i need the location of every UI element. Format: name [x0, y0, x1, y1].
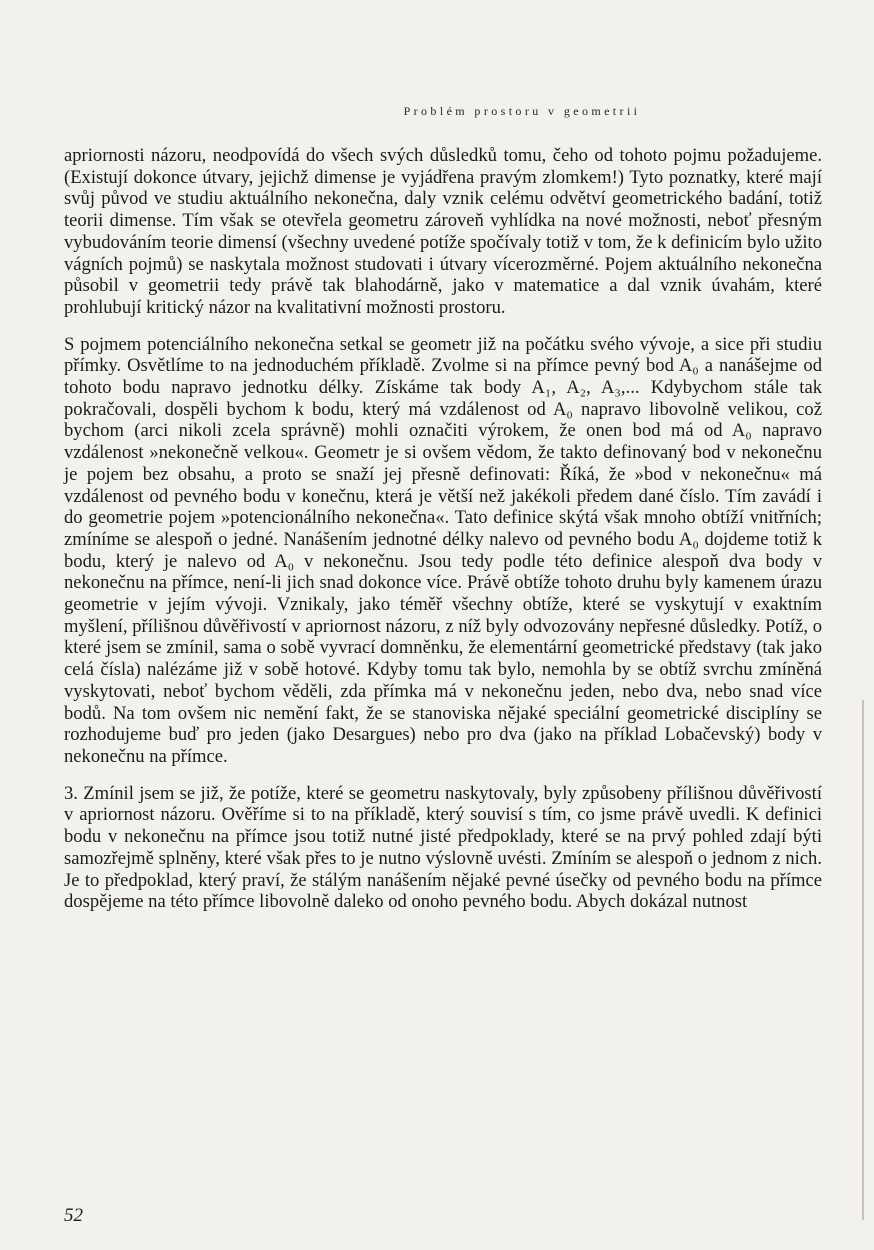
body-text	[64, 145, 822, 913]
running-head-text: Problém prostoru v geometrii	[403, 104, 641, 118]
running-head	[0, 104, 874, 119]
paragraph-2: S pojmem potenciálního nekonečna setkal se geometr již na počátku svého vývoje, a sice při studiu přímky. Osvětlíme to na jednoduchém příkladě. Zvolme si na přímce pevný bod A₀ a nanášejme od tohoto bodu napravo jednotku délky. Získáme tak body A₁, A₂, A₃,... Kdybychom stále tak pokračovali, dospěli bychom k bodu, který má vzdálenost od A₀ napravo libovolně velikou, což bychom (arci nikoli zcela správně) mohli označiti výrokem, že onen bod má od A₀ napravo vzdálenost »nekonečně velkou«. Geometr je si ovšem vědom, že takto definovaný bod v nekonečnu je pojem bez obsahu, a proto se snaží jej přesně definovati: Říká, že »bod v nekonečnu« má vzdálenost od pevného bodu v konečnu, která je větší než jakékoli předem dané číslo. Tím zavádí i do geometrie pojem »potencionálního nekonečna«. Tato definice skýtá však mnoho obtíží vnitřních; zmíníme se alespoň o jedné. Nanášením jednotné délky nalevo od pevného bodu A₀ dojdeme totiž k bodu, který je nalevo od A₀ v nekonečnu. Jsou tedy podle této definice alespoň dva body v nekonečnu na přímce, není-li jich snad dokonce více. Právě obtíže tohoto druhu byly kamenem úrazu geometrie v jejím vývoji. Vznikaly, jako téměř všechny obtíže, které se vyskytují v exaktním myšlení, přílišnou důvěřivostí v apriornost názoru, z níž byly odvozovány nepřesné důsledky. Potíž, o které jsem se zmínil, sama o sobě vyvrací domněnku, že elementární geometrické představy (tak jako celá čísla) nalézáme již v sobě hotové. Kdyby tomu tak bylo, nemohla by se obtíž svrchu zmíněná vyskytovati, neboť bychom věděli, zda přímka má v nekonečnu jeden, nebo dva, nebo snad více bodů. Na tom ovšem nic nemění fakt, že se stanoviska nějaké speciální geometrické disciplíny se rozhodujeme buď pro jeden (jako Desargues) nebo pro dva (jako na příklad Lobačevský) body v nekonečnu na přímce.	[64, 333, 822, 767]
page-number: 52	[64, 1205, 83, 1226]
paragraph-3: 3. Zmínil jsem se již, že potíže, které se geometru naskytovaly, byly způsobeny přílišnou důvěřivostí v apriornost názoru. Ověříme si to na příkladě, který souvisí s tím, co jsme právě uvedli. K definici bodu v nekonečnu na přímce jsou totiž nutné jisté předpoklady, které se na prvý pohled zdají býti samozřejmě splněny, které však přes to je nutno výslovně uvésti. Zmíním se alespoň o jednom z nich. Je to předpoklad, který praví, že stálým nanášením nějaké pevné úsečky od pevného bodu na přímce dospějeme na této přímce libovolně daleko od onoho pevného bodu. Abych dokázal nutnost	[64, 782, 822, 913]
scan-edge-mark	[862, 700, 864, 1220]
paragraph-1: apriornosti názoru, neodpovídá do všech svých důsledků tomu, čeho od tohoto pojmu požadujeme. (Existují dokonce útvary, jejichž dimense je vyjádřena pravým zlomkem!) Tyto poznatky, které mají svůj původ ve studiu aktuálního nekonečna, daly vznik celému odvětví geometrického badání, totiž teorii dimense. Tím však se otevřela geometru zároveň vyhlídka na nové možnosti, neboť přesným vybudováním teorie dimensí (všechny uvedené potíže spočívaly totiž v tom, že k definicím bylo užito vágních pojmů) se naskytala možnost studovati i útvary vícerozměrné. Pojem aktuálního nekonečna působil v geometrii tedy právě tak blahodárně, jako v matematice a dal vznik úvahám, které prohlubují kritický názor na kvalitativní možnosti prostoru.	[64, 145, 822, 318]
